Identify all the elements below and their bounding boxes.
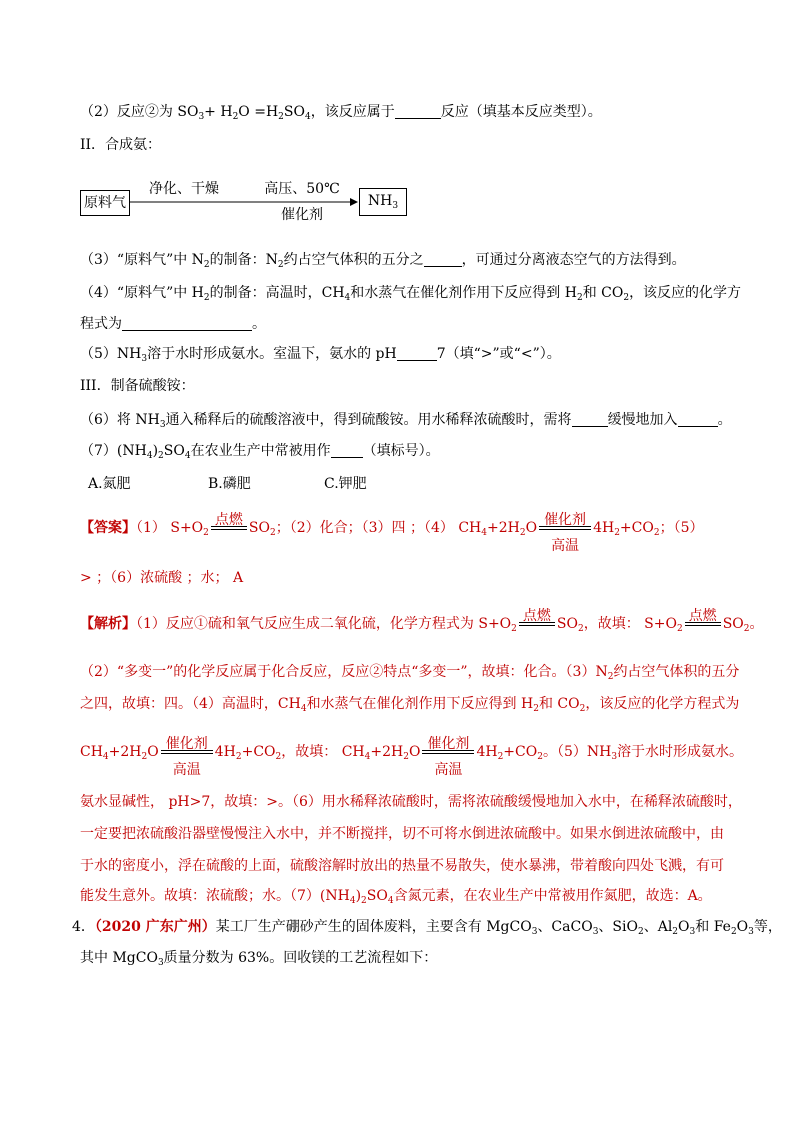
- answer-blank[interactable]: [678, 412, 718, 427]
- flow-arrow2-label-bottom: 催化剂: [281, 207, 323, 223]
- section-heading-3: III．制备硫酸铵：: [80, 378, 195, 394]
- analysis-line-3: 之四，故填：四。（4）高温时，$CH_4$和水蒸气在催化剂作用下反应得到 $H_2$和 $CO_2$，该反应的化学方程式为: [80, 696, 740, 714]
- condition-sign: 催化剂 高温: [539, 526, 591, 530]
- analysis-line-1: 【解析】（1）反应①硫和氧气反应生成二氧化硫，化学方程式为 $S+O_2$ 点燃 $SO_2$，故填： $S+O_2$ 点燃 $SO_2$。: [80, 608, 764, 634]
- flow-arrow2-label-top: 高压、50℃: [264, 181, 340, 197]
- condition-sign: 点燃: [685, 622, 721, 626]
- answer-blank[interactable]: [572, 412, 608, 427]
- question-2: （2）反应②为 $SO_3+ H_2O =H_2SO_4$，该反应属于 反应（填基本反应类型）。: [80, 104, 602, 122]
- analysis-line-7: 于水的密度小，浮在硫酸的上面，硫酸溶解时放出的热量不易散失，使水暴沸，带着酸向四处飞溅，有可: [80, 858, 724, 874]
- question-5: $(5)NH_3$溶于水时形成氨水。室温下，氨水的 pH 7（填“>”或“<”）。: [80, 346, 561, 364]
- answer-line-2: > ；（6）浓硫酸 ；水； A: [80, 570, 244, 586]
- answer-blank[interactable]: [424, 252, 462, 267]
- answer-blank[interactable]: [331, 443, 363, 458]
- answer-blank[interactable]: [395, 104, 441, 119]
- option-a: A.氮肥: [88, 476, 131, 492]
- answer-line-1: 【答案】（1） $S+O_2$ 点燃 $SO_2$；（2）化合；（3）四 ；（4） $CH_4+2H_2O$ 催化剂 高温 $4H_2+CO_2$；（5）: [80, 512, 704, 554]
- condition-sign: 催化剂 高温: [422, 750, 474, 754]
- question-3: （3）“原料气”中 $N_2$的制备：$N_2$约占空气体积的五分之 ，可通过分离液态空气的方法得到。: [80, 252, 686, 270]
- answer-blank[interactable]: [122, 316, 252, 331]
- analysis-line-5: 氨水显碱性， pH>7，故填：>。（6）用水稀释浓硫酸时，需将浓硫酸缓慢地加入水中，在稀释浓硫酸时，: [80, 794, 742, 810]
- analysis-line-8: 能发生意外。故填：浓硫酸；水。$(7)(NH_4)_2SO_4$含氮元素，在农业生产中常被用作氮肥，故选：A。: [80, 888, 712, 906]
- question-4-line2: 程式为 。: [80, 316, 266, 332]
- analysis-line-2: （2）“多变一”的化学反应属于化合反应，反应②特点“多变一”，故填：化合。$(3)N_2$约占空气体积的五分: [80, 664, 740, 682]
- question-4-next: 4．（2020 广东广州）某工厂生产硼砂产生的固体废料，主要含有 MgCO$_3$、CaCO$_3$、SiO$_2$、$Al_2O_3$和 $Fe_2O_3$等，: [72, 919, 782, 937]
- question-7: $(7)(NH_4)_2SO_4$在农业生产中常被用作 （填标号）。: [80, 443, 440, 461]
- flow-arrows: [128, 196, 360, 208]
- analysis-line-6: 一定要把浓硫酸沿器壁慢慢注入水中，并不断搅拌，切不可将水倒进浓硫酸中。如果水倒进浓硫酸中，由: [80, 826, 724, 842]
- answer-blank[interactable]: [397, 346, 437, 361]
- question-6: （6）将 $NH_3$通入稀释后的硫酸溶液中，得到硫酸铵。用水稀释浓硫酸时，需将 缓慢地加入 。: [80, 412, 732, 430]
- flow-box-nh3: $NH_3$: [359, 188, 407, 216]
- flow-arrow1-label: 净化、干燥: [149, 181, 219, 197]
- analysis-line-4: $CH_4+2H_2O$ 催化剂 高温 $4H_2+CO_2$，故填： $CH_4+2H_2O$ 催化剂 高温 $4H_2+CO_2$。$(5)NH_3$溶于水时形成氨水。: [80, 736, 744, 778]
- condition-sign: 点燃: [211, 526, 247, 530]
- condition-sign: 点燃: [519, 622, 555, 626]
- option-c: C.钾肥: [324, 476, 367, 492]
- option-b: B.磷肥: [208, 476, 251, 492]
- question-4: （4）“原料气”中 $H_2$的制备：高温时，$CH_4$和水蒸气在催化剂作用下反应得到 $H_2$和 $CO_2$，该反应的化学方: [80, 285, 742, 303]
- question-4-next-line2: 其中 MgCO$_3$质量分数为 63%。回收镁的工艺流程如下：: [80, 950, 438, 968]
- section-heading-2: II．合成氨：: [80, 137, 162, 153]
- condition-sign: 催化剂 高温: [161, 750, 213, 754]
- flow-box-raw-gas: 原料气: [80, 190, 130, 216]
